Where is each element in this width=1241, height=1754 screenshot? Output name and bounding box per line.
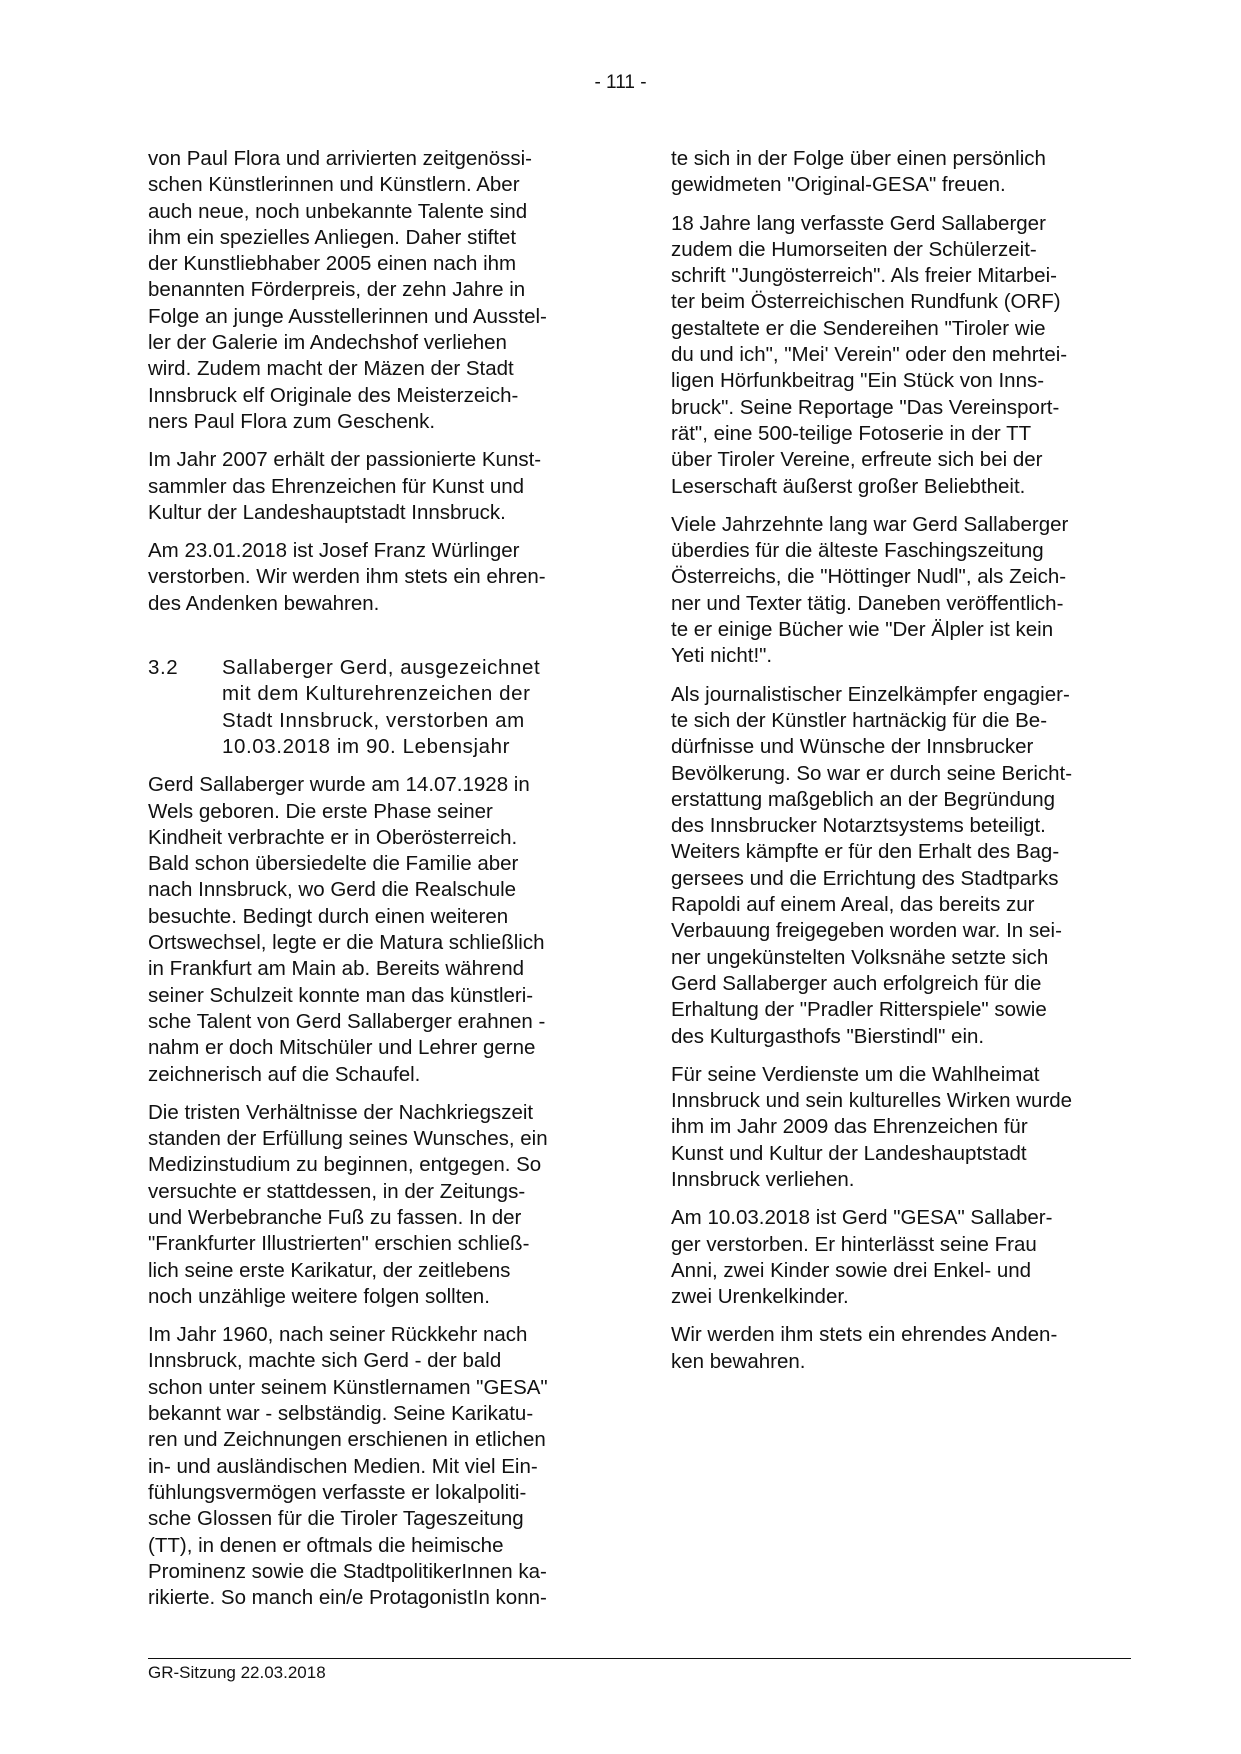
text-line: 18 Jahre lang verfasste Gerd Sallaberger bbox=[671, 211, 1046, 235]
text-line: Im Jahr 2007 erhält der passionierte Kunst- bbox=[148, 448, 542, 472]
text-line: zwei Urenkelkinder. bbox=[671, 1285, 849, 1309]
text-line: gestaltete er die Sendereihen "Tiroler wie bbox=[671, 316, 1046, 340]
text-line: wird. Zudem macht der Mäzen der Stadt bbox=[148, 357, 514, 381]
section-title-line: 10.03.2018 im 90. Lebensjahr bbox=[222, 734, 511, 758]
text-line: Im Jahr 1960, nach seiner Rückkehr nach bbox=[148, 1323, 528, 1347]
paragraph bbox=[671, 1322, 1121, 1375]
text-line: Gerd Sallaberger auch erfolgreich für die bbox=[671, 971, 1042, 995]
text-line: rät", eine 500-teilige Fotoserie in der TT bbox=[671, 421, 1032, 445]
text-line: "Frankfurter Illustrierten" erschien schließ- bbox=[148, 1232, 530, 1256]
paragraph bbox=[148, 538, 598, 617]
text-line: schen Künstlerinnen und Künstlern. Aber bbox=[148, 173, 520, 197]
text-line: und Werbebranche Fuß zu fassen. In der bbox=[148, 1205, 522, 1229]
text-line: Yeti nicht!". bbox=[671, 644, 773, 668]
text-line: bekannt war - selbständig. Seine Karikatu- bbox=[148, 1402, 534, 1426]
text-line: Verbauung freigegeben worden war. In sei- bbox=[671, 919, 1062, 943]
intro-paragraphs bbox=[148, 146, 598, 617]
right-column bbox=[671, 146, 1121, 1387]
text-line: du und ich", "Mei' Verein" oder den mehrtei- bbox=[671, 343, 1068, 367]
text-line: Am 10.03.2018 ist Gerd "GESA" Sallaber- bbox=[671, 1206, 1053, 1230]
text-line: Viele Jahrzehnte lang war Gerd Sallaberger bbox=[671, 512, 1069, 536]
text-line: dürfnisse und Wünsche der Innsbrucker bbox=[671, 735, 1034, 759]
footer-text: GR-Sitzung 22.03.2018 bbox=[148, 1663, 326, 1682]
paragraph bbox=[671, 682, 1121, 1050]
text-line: nahm er doch Mitschüler und Lehrer gerne bbox=[148, 1036, 536, 1060]
text-line: Innsbruck verliehen. bbox=[671, 1167, 855, 1191]
text-line: auch neue, noch unbekannte Talente sind bbox=[148, 199, 528, 223]
text-line: benannten Förderpreis, der zehn Jahre in bbox=[148, 278, 526, 302]
text-line: zeichnerisch auf die Schaufel. bbox=[148, 1062, 421, 1086]
text-line: Gerd Sallaberger wurde am 14.07.1928 in bbox=[148, 773, 530, 797]
text-line: erstattung maßgeblich an der Begründung bbox=[671, 787, 1056, 811]
section-title-line: Stadt Innsbruck, verstorben am bbox=[222, 708, 525, 732]
text-line: nach Innsbruck, wo Gerd die Realschule bbox=[148, 878, 517, 902]
text-line: Innsbruck elf Originale des Meisterzeich- bbox=[148, 383, 519, 407]
text-line: Leserschaft äußerst großer Beliebtheit. bbox=[671, 474, 1026, 498]
footer-divider bbox=[148, 1658, 1131, 1659]
text-line: bruck". Seine Reportage "Das Vereinsport- bbox=[671, 395, 1060, 419]
text-line: des Andenken bewahren. bbox=[148, 591, 380, 615]
text-line: seiner Schulzeit konnte man das künstleri- bbox=[148, 983, 534, 1007]
text-line: Bald schon übersiedelte die Familie aber bbox=[148, 852, 519, 876]
text-line: gersees und die Errichtung des Stadtparks bbox=[671, 866, 1059, 890]
paragraph bbox=[671, 1205, 1121, 1310]
text-line: Folge an junge Ausstellerinnen und Ausstel- bbox=[148, 304, 547, 328]
text-line: Innsbruck und sein kulturelles Wirken wurde bbox=[671, 1089, 1073, 1113]
text-line: schon unter seinem Künstlernamen "GESA" bbox=[148, 1375, 548, 1399]
text-line: ners Paul Flora zum Geschenk. bbox=[148, 409, 436, 433]
text-line: des Innsbrucker Notarztsystems beteiligt. bbox=[671, 814, 1046, 838]
paragraph bbox=[671, 1062, 1121, 1193]
text-line: von Paul Flora und arrivierten zeitgenössi- bbox=[148, 147, 532, 170]
text-line: noch unzählige weitere folgen sollten. bbox=[148, 1284, 490, 1308]
text-line: ner und Texter tätig. Daneben veröffentlich- bbox=[671, 591, 1064, 615]
text-line: in- und ausländischen Medien. Mit viel Ein- bbox=[148, 1454, 538, 1478]
text-line: in Frankfurt am Main ab. Bereits während bbox=[148, 957, 524, 981]
text-line: Wels geboren. Die erste Phase seiner bbox=[148, 799, 493, 823]
text-line: Bevölkerung. So war er durch seine Bericht- bbox=[671, 761, 1073, 785]
text-line: Rapoldi auf einem Areal, das bereits zur bbox=[671, 893, 1035, 917]
text-line: ihm im Jahr 2009 das Ehrenzeichen für bbox=[671, 1115, 1028, 1139]
text-line: Kunst und Kultur der Landeshauptstadt bbox=[671, 1141, 1027, 1165]
body-paragraphs bbox=[148, 772, 598, 1611]
paragraph bbox=[148, 447, 598, 526]
text-line: te sich in der Folge über einen persönlich bbox=[671, 147, 1046, 170]
text-line: Österreichs, die "Höttinger Nudl", als Zeich- bbox=[671, 565, 1067, 589]
text-line: sammler das Ehrenzeichen für Kunst und bbox=[148, 474, 525, 498]
text-line: rikierte. So manch ein/e ProtagonistIn konn- bbox=[148, 1586, 547, 1610]
text-line: zudem die Humorseiten der Schülerzeit- bbox=[671, 237, 1037, 261]
text-line: ren und Zeichnungen erschienen in etlichen bbox=[148, 1428, 546, 1452]
text-line: Am 23.01.2018 ist Josef Franz Würlinger bbox=[148, 539, 520, 563]
text-line: Für seine Verdienste um die Wahlheimat bbox=[671, 1062, 1040, 1086]
text-line: Innsbruck, machte sich Gerd - der bald bbox=[148, 1349, 502, 1373]
text-line: Als journalistischer Einzelkämpfer engagier- bbox=[671, 682, 1070, 706]
text-line: ner ungekünstelten Volksnähe setzte sich bbox=[671, 945, 1049, 969]
paragraph bbox=[148, 1322, 598, 1611]
text-line: sche Glossen für die Tiroler Tageszeitung bbox=[148, 1507, 524, 1531]
section-heading bbox=[148, 655, 598, 760]
text-line: schrift "Jungösterreich". Als freier Mitarbei- bbox=[671, 264, 1057, 288]
paragraph bbox=[148, 1100, 598, 1310]
section-title-line: mit dem Kulturehrenzeichen der bbox=[222, 682, 531, 706]
text-line: des Kulturgasthofs "Bierstindl" ein. bbox=[671, 1024, 985, 1048]
paragraph bbox=[671, 512, 1121, 670]
right-paragraphs bbox=[671, 146, 1121, 1375]
text-line: standen der Erfüllung seines Wunsches, ein bbox=[148, 1127, 548, 1151]
text-line: Wir werden ihm stets ein ehrendes Anden- bbox=[671, 1323, 1058, 1347]
text-line: ter beim Österreichischen Rundfunk (ORF) bbox=[671, 290, 1061, 314]
text-line: te sich der Künstler hartnäckig für die Be- bbox=[671, 708, 1048, 732]
text-line: Weiters kämpfte er für den Erhalt des Bag- bbox=[671, 840, 1060, 864]
text-line: Die tristen Verhältnisse der Nachkriegszeit bbox=[148, 1100, 534, 1124]
text-line: lich seine erste Karikatur, der zeitlebens bbox=[148, 1258, 511, 1282]
text-line: Medizinstudium zu beginnen, entgegen. So bbox=[148, 1153, 542, 1177]
section-title-line: Sallaberger Gerd, ausgezeichnet bbox=[222, 656, 541, 680]
paragraph bbox=[671, 146, 1121, 199]
text-line: Anni, zwei Kinder sowie drei Enkel- und bbox=[671, 1258, 1032, 1282]
text-line: ken bewahren. bbox=[671, 1349, 806, 1373]
paragraph bbox=[148, 146, 598, 435]
text-line: Kindheit verbrachte er in Oberösterreich. bbox=[148, 825, 518, 849]
text-line: gewidmeten "Original-GESA" freuen. bbox=[671, 173, 1006, 197]
text-line: fühlungsvermögen verfasste er lokalpoliti- bbox=[148, 1480, 527, 1504]
text-line: ligen Hörfunkbeitrag "Ein Stück von Inns- bbox=[671, 369, 1045, 393]
text-line: Erhaltung der "Pradler Ritterspiele" sowie bbox=[671, 998, 1047, 1022]
text-line: verstorben. Wir werden ihm stets ein ehren- bbox=[148, 565, 546, 589]
text-line: Kultur der Landeshauptstadt Innsbruck. bbox=[148, 500, 506, 524]
paragraph bbox=[671, 211, 1121, 500]
text-line: ger verstorben. Er hinterlässt seine Frau bbox=[671, 1232, 1037, 1256]
text-line: te er einige Bücher wie "Der Älpler ist kein bbox=[671, 618, 1054, 642]
section-title bbox=[222, 655, 598, 760]
text-line: ler der Galerie im Andechshof verliehen bbox=[148, 331, 507, 355]
paragraph bbox=[148, 772, 598, 1088]
text-line: sche Talent von Gerd Sallaberger erahnen - bbox=[148, 1009, 546, 1033]
text-line: versuchte er stattdessen, in der Zeitungs- bbox=[148, 1179, 526, 1203]
text-line: der Kunstliebhaber 2005 einen nach ihm bbox=[148, 252, 517, 276]
text-line: Prominenz sowie die StadtpolitikerInnen ka- bbox=[148, 1559, 547, 1583]
page-number: - 111 - bbox=[594, 72, 647, 93]
text-line: Ortswechsel, legte er die Matura schließlich bbox=[148, 931, 545, 955]
text-line: ihm ein spezielles Anliegen. Daher stiftet bbox=[148, 225, 517, 249]
left-column bbox=[148, 146, 598, 1623]
text-line: überdies für die älteste Faschingszeitung bbox=[671, 539, 1044, 563]
text-line: (TT), in denen er oftmals die heimische bbox=[148, 1533, 504, 1557]
text-line: besuchte. Bedingt durch einen weiteren bbox=[148, 904, 509, 928]
section-number: 3.2 bbox=[148, 656, 179, 680]
text-line: über Tiroler Vereine, erfreute sich bei der bbox=[671, 448, 1043, 472]
